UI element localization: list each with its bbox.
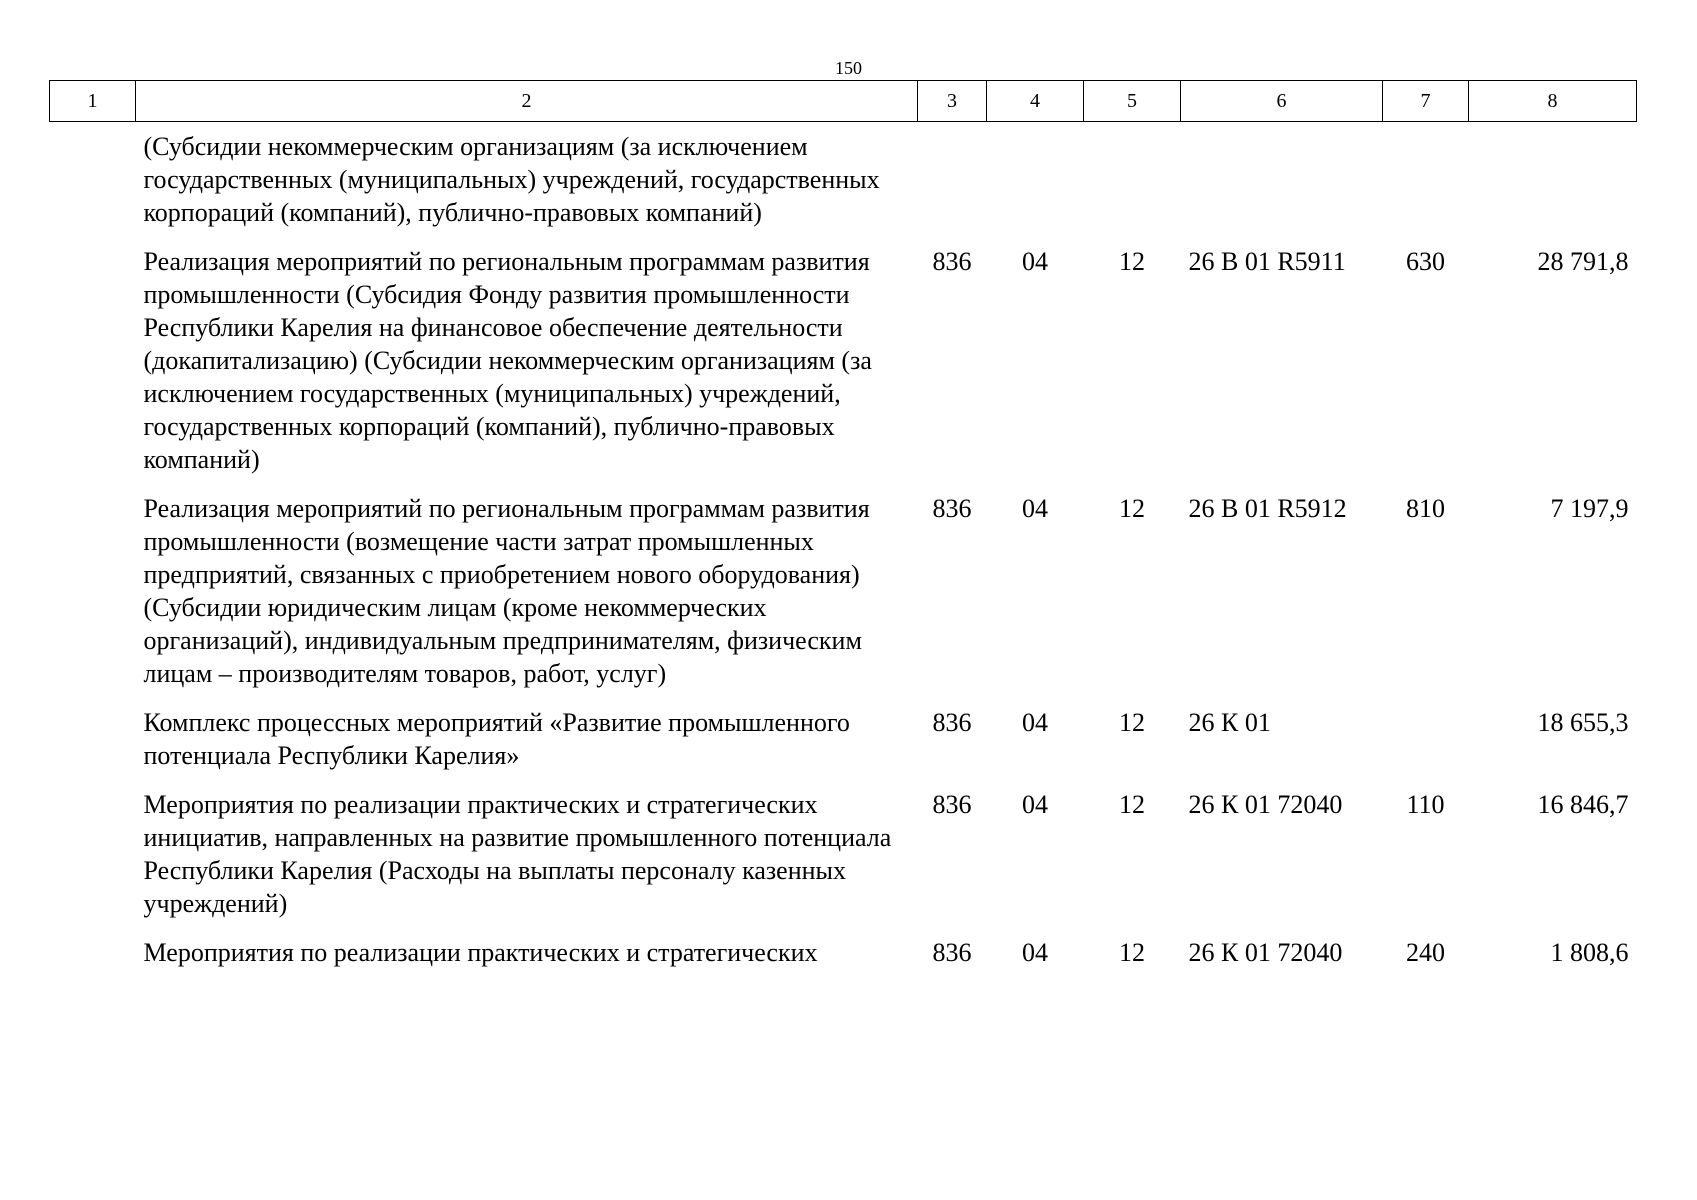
table-row <box>50 788 1637 936</box>
budget-table <box>49 80 1637 985</box>
subsection-cell: 12 <box>1119 247 1145 276</box>
section-cell: 04 <box>1022 494 1048 523</box>
table-row <box>50 706 1637 788</box>
description-cell: Мероприятия по реализации практических и стратегических инициатив, направленных на развитие промышленного потенциала Республики Карелия (Расходы на выплаты персоналу казенных учреждений) <box>143 790 892 918</box>
column-header: 7 <box>1383 81 1469 122</box>
expense-type-cell: 110 <box>1406 790 1445 819</box>
row-number-cell <box>50 706 136 788</box>
amount-cell: 16 846,7 <box>1537 790 1629 819</box>
table-row <box>50 492 1637 706</box>
subsection-cell: 12 <box>1119 708 1145 737</box>
row-number-cell <box>50 245 136 492</box>
description-cell: Мероприятия по реализации практических и стратегических <box>143 938 818 967</box>
amount-cell <box>1469 122 1637 246</box>
row-number-cell <box>50 122 136 246</box>
column-header: 4 <box>987 81 1084 122</box>
amount-cell: 7 197,9 <box>1550 494 1629 523</box>
row-number-cell <box>50 936 136 985</box>
target-article-cell <box>1181 122 1383 246</box>
target-article-cell: 26 К 01 72040 <box>1188 790 1343 819</box>
subsection-cell <box>1084 122 1181 246</box>
expense-type-cell: 810 <box>1406 494 1445 523</box>
target-article-cell: 26 В 01 R5911 <box>1188 247 1346 276</box>
ministry-code-cell: 836 <box>932 247 972 276</box>
target-article-cell: 26 К 01 72040 <box>1188 938 1343 967</box>
description-cell: (Субсидии некоммерческим организациям (за исключением государственных (муниципальных) учреждений, государственных корпораций (компаний), публично-правовых компаний) <box>143 132 880 227</box>
amount-cell: 1 808,6 <box>1550 938 1629 967</box>
section-cell: 04 <box>1022 938 1048 967</box>
expense-type-cell: 240 <box>1406 938 1445 967</box>
column-header: 2 <box>136 81 918 122</box>
subsection-cell: 12 <box>1119 938 1145 967</box>
column-header: 5 <box>1084 81 1181 122</box>
section-cell <box>987 122 1084 246</box>
description-cell: Комплекс процессных мероприятий «Развитие промышленного потенциала Республики Карелия» <box>143 708 850 770</box>
subsection-cell: 12 <box>1119 494 1145 523</box>
description-cell: Реализация мероприятий по региональным программам развития промышленности (возмещение части затрат промышленных предприятий, связанных с приобретением нового оборудования) (Субсидии юридическим лицам (кроме некоммерческих организаций), индивидуальным предпринимателям, физическим лицам – производителям товаров, работ, услуг) <box>143 494 870 688</box>
ministry-code-cell: 836 <box>932 708 972 737</box>
ministry-code-cell: 836 <box>932 494 972 523</box>
amount-cell: 28 791,8 <box>1537 247 1629 276</box>
column-header: 8 <box>1469 81 1637 122</box>
description-cell: Реализация мероприятий по региональным программам развития промышленности (Субсидия Фонду развития промышленности Республики Карелия на финансовое обеспечение деятельности (докапитализацию) (Субсидии некоммерческим организациям (за исключением государственных (муниципальных) учреждений, государственных корпораций (компаний), публично-правовых компаний) <box>143 247 872 474</box>
section-cell: 04 <box>1022 247 1048 276</box>
header-row <box>50 81 1637 122</box>
column-header: 3 <box>918 81 987 122</box>
ministry-code-cell: 836 <box>932 938 972 967</box>
table-row <box>50 936 1637 985</box>
subsection-cell: 12 <box>1119 790 1145 819</box>
amount-cell: 18 655,3 <box>1537 708 1629 737</box>
table-row <box>50 245 1637 492</box>
ministry-code-cell: 836 <box>932 790 972 819</box>
page-number: 150 <box>835 58 862 78</box>
expense-type-cell: 630 <box>1406 247 1445 276</box>
column-header: 6 <box>1181 81 1383 122</box>
column-header: 1 <box>50 81 136 122</box>
expense-type-cell <box>1383 706 1469 788</box>
expense-type-cell <box>1383 122 1469 246</box>
row-number-cell <box>50 492 136 706</box>
table-row <box>50 122 1637 246</box>
ministry-code-cell <box>918 122 987 246</box>
row-number-cell <box>50 788 136 936</box>
section-cell: 04 <box>1022 790 1048 819</box>
section-cell: 04 <box>1022 708 1048 737</box>
target-article-cell: 26 К 01 <box>1188 708 1271 737</box>
target-article-cell: 26 В 01 R5912 <box>1188 494 1347 523</box>
